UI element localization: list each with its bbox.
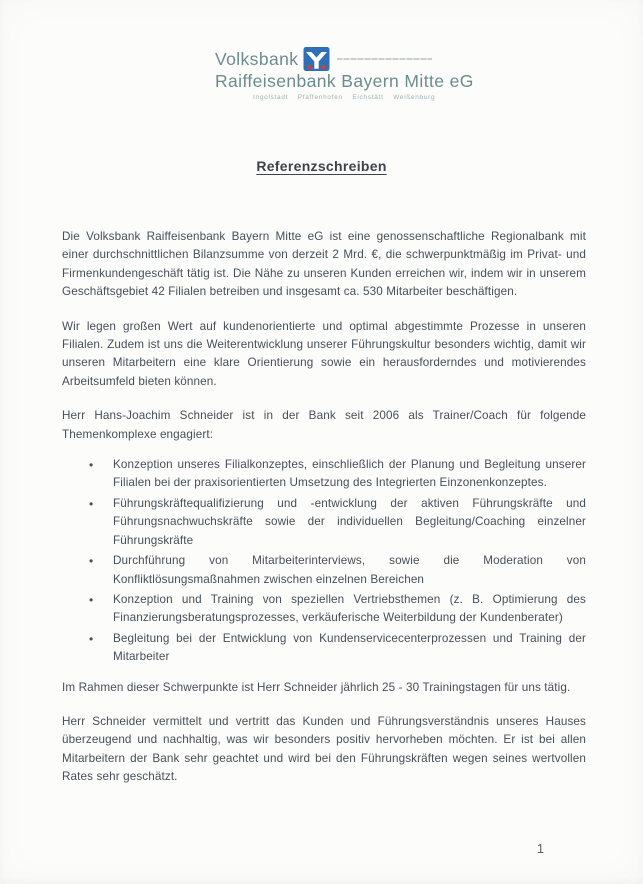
letter-body — [62, 228, 586, 803]
brand-row — [215, 47, 474, 71]
bullet-item: • Konzeption und Training von speziellen Vertriebsthemen (z. B. Optimierung des Finanzierungsberatungsprozesses, verkäuferische Weiterbildung der Kundenberater) — [113, 591, 586, 628]
paragraph-closing-praise: Herr Schneider vermittelt und vertritt das Kunden und Führungsverständnis unseres Hauses überzeugend und nachhaltig, was wir besonders positiv hervorheben möchten. Er ist bei allen Mitarbeitern der Bank sehr geachtet und wird bei den Führungskräften wegen seines wertvollen Rates sehr geschätzt. — [62, 714, 586, 784]
brand-cities-line: Ingolstadt Pfaffenhofen Eichstätt Weißenburg — [253, 94, 436, 101]
brand-name-raiffeisenbank: Raiffeisenbank Bayern Mitte eG — [215, 71, 474, 91]
page-number: 1 — [537, 842, 544, 856]
faint-smallprint-line — [337, 58, 432, 60]
bullet-item: • Führungskräftequalifizierung und -entwicklung der aktiven Führungskräfte und Führungsnachwuchskräfte sowie der individuellen Begleitung/Coaching einzelner Führungskräfte — [113, 495, 586, 550]
volksbank-vr-logo-icon — [303, 47, 330, 71]
paragraph-bank-intro: Die Volksbank Raiffeisenbank Bayern Mitte eG ist eine genossenschaftliche Regionalbank mit einer durchschnittlichen Bilanzsumme von derzeit 2 Mrd. €, die schwerpunktmäßig im Privat- und Firmenkundengeschäft tätig ist. Die Nähe zu unseren Kunden erreichen wir, indem wir in unserem Geschäftsgebiet 42 Filialen betreiben und insgesamt ca. 530 Mitarbeiter beschäftigen. — [62, 230, 586, 299]
brand-name-volksbank: Volksbank — [215, 48, 299, 69]
paragraph-values: Wir legen großen Wert auf kundenorientierte und optimal abgestimmte Prozesse in unseren Filialen. Zudem ist uns die Weiterentwicklung unserer Führungskultur besonders wichtig, damit wir unseren Mitarbeitern eine klare Orientierung sowie ein herausforderndes und motivierendes Arbeitsumfeld bieten können. — [62, 319, 586, 388]
topics-bullet-list — [62, 456, 586, 666]
bullet-item: • Konzeption unseres Filialkonzeptes, einschließlich der Planung und Begleitung unserer Filialen bei der praxisorientierten Umsetzung des Integrierten Einzonenkonzeptes. — [113, 456, 586, 493]
bullet-item: • Durchführung von Mitarbeiterinterviews, sowie die Moderation von Konfliktlösungsmaßnahmen zwischen einzelnen Bereichen — [113, 552, 586, 589]
bullet-item: • Begleitung bei der Entwicklung von Kundenservicecenterprozessen und Training der Mitarbeiter — [113, 630, 586, 667]
bank-letterhead — [215, 47, 474, 101]
document-title: Referenzschreiben — [256, 158, 387, 174]
paragraph-trainer-intro: Herr Hans-Joachim Schneider ist in der Bank seit 2006 als Trainer/Coach für folgende Themenkomplexe engagiert: — [62, 409, 586, 441]
paragraph-training-days: Im Rahmen dieser Schwerpunkte ist Herr Schneider jährlich 25 - 30 Trainingstagen für uns tätig. — [62, 680, 571, 694]
